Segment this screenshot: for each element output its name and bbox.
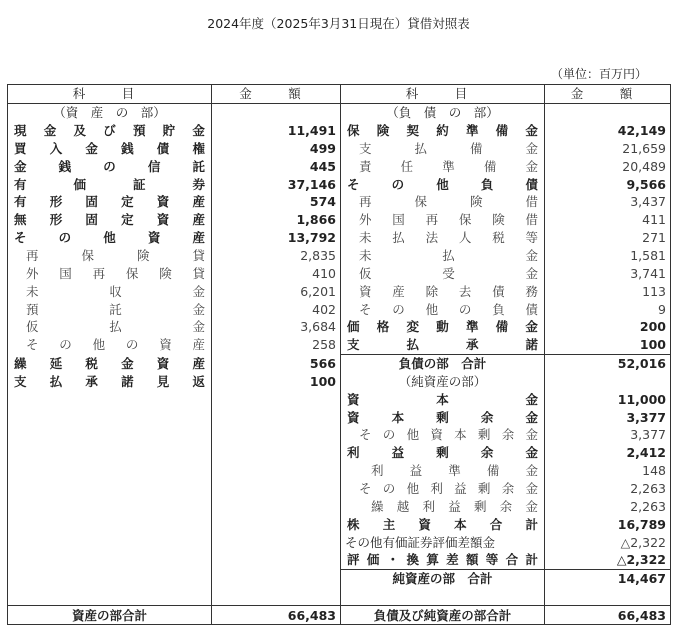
left-amount-cell: [212, 318, 341, 336]
table-row: [8, 318, 671, 336]
amount-value: 445: [309, 158, 336, 174]
header-item-right: 科 目: [341, 85, 545, 104]
account-label-spread: 外 国 再 保 険 借: [359, 212, 538, 228]
amount-value: 411: [642, 212, 666, 228]
table-row: [8, 533, 671, 551]
amount-value: 3,437: [630, 194, 666, 210]
amount-value: 13,792: [287, 230, 336, 246]
table-row: [8, 264, 671, 282]
right-item-cell: [341, 193, 545, 211]
table-row: [8, 354, 671, 372]
table-row: [8, 211, 671, 229]
table-row: [8, 515, 671, 533]
right-item-cell: [341, 551, 545, 569]
left-item-cell: [8, 140, 212, 158]
amount-value: 574: [309, 194, 336, 210]
table-header-row: [8, 85, 671, 104]
unit-label: （単位：百万円）: [550, 67, 647, 81]
left-amount-cell: [212, 211, 341, 229]
account-label-spread: そ の 他 資 産: [14, 230, 205, 246]
amount-value: 2,412: [626, 445, 666, 461]
right-amount-cell: [545, 211, 671, 229]
left-item-cell: [8, 588, 212, 606]
right-amount-cell: [545, 336, 671, 354]
account-label-spread: 資 本 金: [347, 391, 538, 407]
amount-value: 410: [312, 265, 336, 281]
left-item-cell: [8, 354, 212, 372]
right-item-cell: [341, 211, 545, 229]
right-item-cell: [341, 462, 545, 480]
account-label-spread: 保 険 契 約 準 備 金: [347, 123, 538, 139]
table-row: [8, 229, 671, 247]
amount-value: 499: [309, 140, 336, 156]
right-amount-cell: [545, 480, 671, 498]
right-item-cell: [341, 122, 545, 140]
amount-value: 11,000: [617, 391, 666, 407]
account-label-spread: 責 任 準 備 金: [359, 158, 538, 174]
left-item-cell: [8, 569, 212, 587]
section-heading: （負 債 の 部）: [386, 105, 499, 121]
left-amount-cell: [212, 426, 341, 444]
amount-value: 21,659: [622, 140, 666, 156]
table-row: [8, 390, 671, 408]
left-item-cell: [8, 444, 212, 462]
right-amount-cell: [545, 264, 671, 282]
subtotal-label: 負債の部 合計: [398, 356, 487, 372]
left-item-cell: [8, 175, 212, 193]
account-label: その他有価証券評価差額金: [345, 534, 496, 550]
balance-sheet-table: [7, 84, 671, 625]
amount-value: 2,835: [300, 248, 336, 264]
table-row: [8, 462, 671, 480]
right-item-cell: [341, 264, 545, 282]
right-item-cell: [341, 318, 545, 336]
section-heading: （純資産の部）: [398, 373, 487, 389]
right-amount-cell: [545, 408, 671, 426]
account-label-spread: 支 払 備 金: [359, 140, 538, 156]
amount-value: 200: [639, 319, 666, 335]
right-amount-cell: [545, 103, 671, 121]
right-amount-cell: [545, 193, 671, 211]
account-label-spread: 無 形 固 定 資 産: [14, 212, 205, 228]
left-amount-cell: [212, 480, 341, 498]
right-item-cell: [341, 480, 545, 498]
right-amount-cell: [545, 175, 671, 193]
right-item-cell: [341, 444, 545, 462]
account-label-spread: 再 保 険 貸: [26, 248, 205, 264]
left-amount-cell: [212, 282, 341, 300]
amount-value: 11,491: [287, 123, 336, 139]
account-label-spread: 仮 受 金: [359, 265, 538, 281]
right-amount-cell: [545, 122, 671, 140]
table-row: [8, 300, 671, 318]
left-amount-cell: [212, 140, 341, 158]
amount-value: △2,322: [616, 552, 666, 568]
right-amount-cell: [545, 444, 671, 462]
amount-value: △2,322: [620, 534, 666, 550]
amount-value: 3,741: [630, 265, 666, 281]
table-row: [8, 103, 671, 121]
right-item-cell: [341, 157, 545, 175]
amount-value: 258: [312, 337, 336, 353]
account-label-spread: 未 払 法 人 税 等: [359, 230, 538, 246]
table-row: [8, 569, 671, 587]
amount-value: 3,684: [300, 319, 336, 335]
account-label-spread: 利 益 準 備 金: [371, 463, 538, 479]
account-label-spread: 有 形 固 定 資 産: [14, 194, 205, 210]
account-label-spread: そ の 他 利 益 剰 余 金: [359, 480, 538, 496]
amount-value: 9,566: [626, 176, 666, 192]
amount-value: 9: [658, 301, 666, 317]
left-amount-cell: [212, 444, 341, 462]
amount-value: 3,377: [630, 427, 666, 443]
account-label-spread: 繰 延 税 金 資 産: [14, 355, 205, 371]
left-amount-cell: [212, 373, 341, 391]
grand-total-row: [8, 606, 671, 625]
right-amount-cell: [545, 551, 671, 569]
assets-total-label: 資産の部合計: [8, 606, 212, 625]
right-item-cell: [341, 300, 545, 318]
amount-value: 42,149: [617, 123, 666, 139]
table-row: [8, 175, 671, 193]
left-item-cell: [8, 515, 212, 533]
table-row: [8, 480, 671, 498]
amount-value: 2,263: [630, 480, 666, 496]
right-amount-cell: [545, 588, 671, 606]
table-row: [8, 551, 671, 569]
account-label-spread: そ の 他 資 本 剰 余 金: [359, 427, 538, 443]
right-amount-cell: [545, 229, 671, 247]
left-amount-cell: [212, 247, 341, 265]
account-label-spread: 金 銭 の 信 託: [14, 158, 205, 174]
account-label-spread: 支 払 承 諾: [347, 337, 538, 353]
table-row: [8, 408, 671, 426]
right-item-cell: [341, 390, 545, 408]
left-amount-cell: [212, 462, 341, 480]
right-amount-cell: [545, 282, 671, 300]
left-item-cell: [8, 318, 212, 336]
account-label-spread: そ の 他 の 資 産: [26, 337, 205, 353]
liabilities-net-assets-total-label: 負債及び純資産の部合計: [341, 606, 545, 625]
right-item-cell: [341, 515, 545, 533]
left-amount-cell: [212, 390, 341, 408]
section-heading: （資 産 の 部）: [53, 105, 166, 121]
table-row: [8, 282, 671, 300]
amount-value: 52,016: [617, 356, 666, 372]
left-amount-cell: [212, 551, 341, 569]
assets-total-value: 66,483: [212, 606, 341, 625]
account-label-spread: 外 国 再 保 険 貸: [26, 265, 205, 281]
left-amount-cell: [212, 229, 341, 247]
left-item-cell: [8, 426, 212, 444]
left-amount-cell: [212, 300, 341, 318]
left-amount-cell: [212, 533, 341, 551]
account-label-spread: 未 収 金: [26, 283, 205, 299]
account-label-spread: 預 託 金: [26, 301, 205, 317]
right-amount-cell: [545, 373, 671, 391]
left-amount-cell: [212, 497, 341, 515]
right-amount-cell: [545, 318, 671, 336]
right-amount-cell: [545, 300, 671, 318]
right-amount-cell: [545, 354, 671, 372]
table-row: [8, 426, 671, 444]
account-label-spread: 有 価 証 券: [14, 176, 205, 192]
account-label-spread: 繰 越 利 益 剰 余 金: [371, 498, 538, 514]
right-item-cell: [341, 175, 545, 193]
right-item-cell: [341, 336, 545, 354]
left-amount-cell: [212, 354, 341, 372]
amount-value: 148: [642, 463, 666, 479]
left-item-cell: [8, 408, 212, 426]
left-amount-cell: [212, 103, 341, 121]
left-amount-cell: [212, 408, 341, 426]
right-amount-cell: [545, 426, 671, 444]
left-item-cell: [8, 247, 212, 265]
left-item-cell: [8, 551, 212, 569]
right-item-cell: [341, 533, 545, 551]
header-amount-right: 金 額: [545, 85, 671, 104]
account-label-spread: 買 入 金 銭 債 権: [14, 140, 205, 156]
left-amount-cell: [212, 336, 341, 354]
account-label-spread: 資 産 除 去 債 務: [359, 283, 538, 299]
left-item-cell: [8, 462, 212, 480]
account-label-spread: 支 払 承 諾 見 返: [14, 373, 205, 389]
right-item-cell: [341, 282, 545, 300]
account-label-spread: 評 価 ・ 換 算 差 額 等 合 計: [347, 552, 538, 568]
right-item-cell: [341, 247, 545, 265]
amount-value: 16,789: [617, 516, 666, 532]
table-row: [8, 247, 671, 265]
left-item-cell: [8, 300, 212, 318]
account-label-spread: そ の 他 の 負 債: [359, 301, 538, 317]
left-amount-cell: [212, 193, 341, 211]
right-item-cell: [341, 408, 545, 426]
amount-value: 100: [309, 373, 336, 389]
account-label-spread: 仮 払 金: [26, 319, 205, 335]
right-item-cell: [341, 140, 545, 158]
account-label-spread: そ の 他 負 債: [347, 176, 538, 192]
left-item-cell: [8, 282, 212, 300]
left-item-cell: [8, 480, 212, 498]
left-item-cell: [8, 103, 212, 121]
table-row: [8, 373, 671, 391]
subtotal-label: 純資産の部 合計: [392, 571, 493, 587]
amount-value: 2,263: [630, 498, 666, 514]
amount-value: 100: [639, 337, 666, 353]
left-item-cell: [8, 122, 212, 140]
right-amount-cell: [545, 515, 671, 533]
left-item-cell: [8, 390, 212, 408]
table-row: [8, 122, 671, 140]
table-row: [8, 336, 671, 354]
left-item-cell: [8, 497, 212, 515]
right-amount-cell: [545, 247, 671, 265]
account-label-spread: 利 益 剰 余 金: [347, 445, 538, 461]
left-item-cell: [8, 336, 212, 354]
amount-value: 3,377: [626, 409, 666, 425]
table-row: [8, 157, 671, 175]
amount-value: 6,201: [300, 283, 336, 299]
right-item-cell: [341, 569, 545, 587]
left-amount-cell: [212, 515, 341, 533]
right-amount-cell: [545, 157, 671, 175]
liabilities-net-assets-total-value: 66,483: [545, 606, 671, 625]
table-row: [8, 588, 671, 606]
account-label-spread: 資 本 剰 余 金: [347, 409, 538, 425]
amount-value: 14,467: [617, 571, 666, 587]
left-amount-cell: [212, 264, 341, 282]
right-item-cell: [341, 103, 545, 121]
table-row: [8, 444, 671, 462]
left-amount-cell: [212, 175, 341, 193]
left-amount-cell: [212, 122, 341, 140]
amount-value: 20,489: [622, 158, 666, 174]
amount-value: 566: [309, 355, 336, 371]
amount-value: 271: [642, 230, 666, 246]
header-amount-left: 金 額: [212, 85, 341, 104]
left-item-cell: [8, 211, 212, 229]
account-label-spread: 未 払 金: [359, 248, 538, 264]
table-row: [8, 497, 671, 515]
account-label-spread: 現 金 及 び 預 貯 金: [14, 123, 205, 139]
right-amount-cell: [545, 140, 671, 158]
right-item-cell: [341, 588, 545, 606]
amount-value: 1,581: [630, 248, 666, 264]
right-amount-cell: [545, 569, 671, 587]
right-amount-cell: [545, 390, 671, 408]
right-amount-cell: [545, 497, 671, 515]
left-amount-cell: [212, 569, 341, 587]
left-item-cell: [8, 264, 212, 282]
left-item-cell: [8, 157, 212, 175]
table-row: [8, 193, 671, 211]
right-item-cell: [341, 354, 545, 372]
table-row: [8, 140, 671, 158]
right-amount-cell: [545, 533, 671, 551]
right-amount-cell: [545, 462, 671, 480]
account-label-spread: 株 主 資 本 合 計: [347, 516, 538, 532]
amount-value: 402: [312, 301, 336, 317]
left-amount-cell: [212, 157, 341, 175]
left-item-cell: [8, 193, 212, 211]
left-item-cell: [8, 229, 212, 247]
header-item-left: 科 目: [8, 85, 212, 104]
left-item-cell: [8, 533, 212, 551]
right-item-cell: [341, 373, 545, 391]
account-label-spread: 価 格 変 動 準 備 金: [347, 319, 538, 335]
amount-value: 37,146: [287, 176, 336, 192]
amount-value: 113: [642, 283, 666, 299]
account-label-spread: 再 保 険 借: [359, 194, 538, 210]
right-item-cell: [341, 229, 545, 247]
page-title: 2024年度（2025年3月31日現在）貸借対照表: [207, 16, 470, 31]
left-amount-cell: [212, 588, 341, 606]
right-item-cell: [341, 426, 545, 444]
amount-value: 1,866: [296, 212, 336, 228]
left-item-cell: [8, 373, 212, 391]
right-item-cell: [341, 497, 545, 515]
